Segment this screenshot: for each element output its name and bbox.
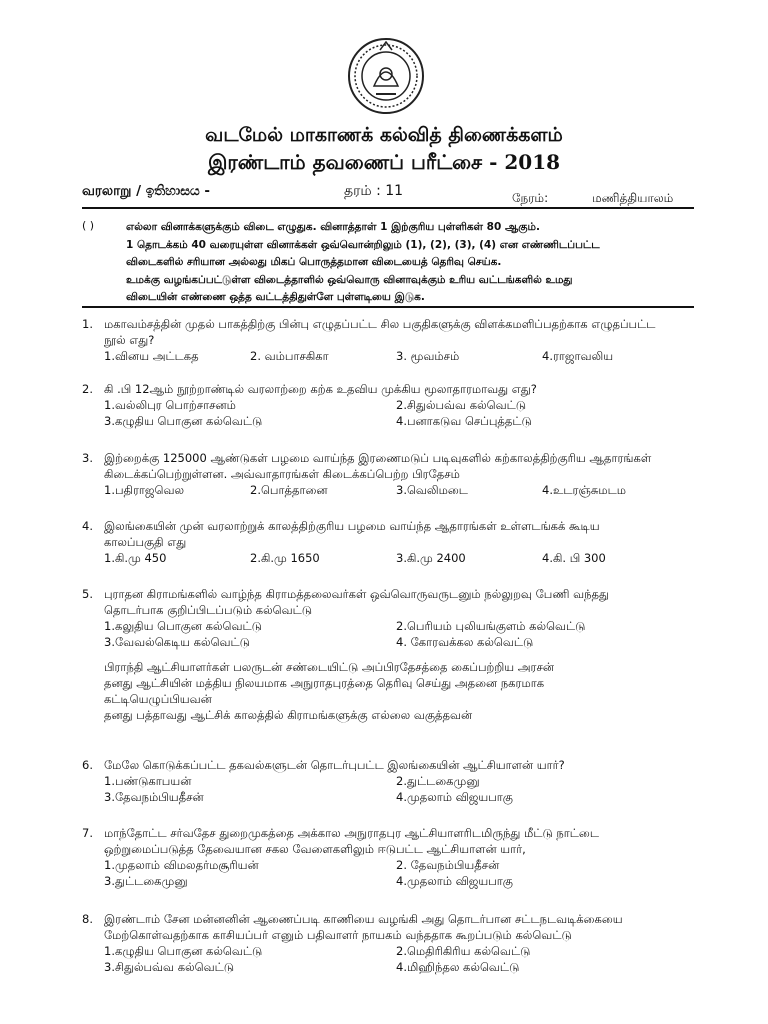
instruction-line: விடைகளில் சரியான அல்லது மிகப் பொருத்தமான விடையைத் தெரிவு செய்க.	[126, 256, 502, 268]
option-1[interactable]: 1.வினய அட்டகத	[104, 349, 199, 363]
option-4[interactable]: 4.மிஹிந்தல கல்வெட்டு	[396, 960, 520, 974]
option-3[interactable]: 3.தேவநம்பியதீசன்	[104, 790, 204, 804]
question-stem: புராதன கிராமங்களில் வாழ்ந்த கிராமத்தலைவர்கள் ஒவ்வொருவருடனும் நல்லுறவு பேணி வந்தது	[104, 587, 609, 601]
option-2[interactable]: 2.பொத்தானை	[250, 483, 328, 497]
department-title: வடமேல் மாகாணக் கல்வித் திணைக்களம்	[205, 124, 563, 146]
option-3[interactable]: 3.துட்டகைமுனு	[104, 874, 188, 888]
option-1[interactable]: 1.முதலாம் விமலதர்மசூரியன்	[104, 858, 259, 872]
option-1[interactable]: 1.கலுதிய பொகுன கல்வெட்டு	[104, 619, 262, 633]
question-number: 3.	[82, 451, 93, 465]
passage-line: பிராந்தி ஆட்சியாளர்கள் பலருடன் சண்டையிட்டு அப்பிரதேசத்தை கைப்பற்றிய அரசன்	[104, 660, 555, 674]
question-number: 4.	[82, 519, 93, 533]
provincial-emblem	[346, 36, 426, 118]
question-stem: கிடைக்கப்பெற்றுள்ளன. அவ்வாதாரங்கள் கிடைக்கப்பெற்ற பிரதேசம்	[104, 467, 460, 481]
question-stem: இரண்டாம் சேன மன்னனின் ஆணைப்படி காணியை வழங்கி அது தொடர்பான சட்டநடவடிக்கையை	[104, 912, 623, 926]
question-number: 2.	[82, 382, 93, 396]
option-3[interactable]: 3.வெலிமடை	[396, 483, 468, 497]
option-4[interactable]: 4.முதலாம் விஜயபாகு	[396, 874, 513, 888]
passage-line: கட்டியெழுப்பியவன்	[104, 692, 212, 706]
option-4[interactable]: 4.ராஜாவலிய	[542, 349, 614, 363]
option-2[interactable]: 2.துட்டகைமுனு	[396, 774, 480, 788]
instruction-line: விடையின் எண்ணை ஒத்த வட்டத்திதுள்ளே புள்ளடியை இடுக.	[126, 291, 425, 303]
question-stem: நூல் எது?	[104, 333, 155, 347]
subject-label: வரலாறு / ඉතිහාසය -	[82, 183, 210, 199]
question-stem: கி .பி 12ஆம் நூற்றாண்டில் வரலாற்றை கற்க உதவிய முக்கிய மூலாதாரமாவது எது?	[104, 382, 537, 396]
question-stem: ஒற்றுமைப்படுத்த தேவையான சகல வேளைகளிலும் ஈடுபட்ட ஆட்சியாளன் யார்,	[104, 842, 526, 856]
option-1[interactable]: 1.கழுதிய பொகுன கல்வெட்டு	[104, 944, 263, 958]
question-stem: மேற்கொள்வதற்காக காசியப்பர் எனும் பதிவாளர் நாயகம் வந்ததாக கூறப்படும் கல்வெட்டு	[104, 928, 572, 942]
info-passage	[104, 659, 704, 723]
question-5	[82, 586, 702, 650]
option-4[interactable]: 4. கோரவக்கல கல்வெட்டு	[396, 635, 534, 649]
question-stem: இலங்கையின் முன் வரலாற்றுக் காலத்திற்குரிய பழமை வாய்ந்த ஆதாரங்கள் உள்ளடங்கக் கூடிய	[104, 519, 600, 533]
option-4[interactable]: 4.உடரஞ்சுமடம	[542, 483, 627, 497]
question-number: 6.	[82, 758, 93, 772]
question-7	[82, 825, 702, 889]
option-3[interactable]: 3.வேவல்கெடிய கல்வெட்டு	[104, 635, 250, 649]
grade-label: தரம் : 11	[344, 183, 404, 199]
option-3[interactable]: 3. மூவம்சம்	[396, 349, 460, 363]
question-stem: மாந்தோட்ட சர்வதேச துறைமுகத்தை அக்கால அநுராதபுர ஆட்சியாளரிடமிருந்து மீட்டு நாட்டை	[104, 826, 599, 840]
question-2	[82, 381, 702, 429]
question-stem: தொடர்பாக குறிப்பிடப்படும் கல்வெட்டு	[104, 603, 312, 617]
question-1	[82, 316, 702, 364]
question-8	[82, 911, 702, 975]
option-2[interactable]: 2.மெதிரிகிரிய கல்வெட்டு	[396, 944, 531, 958]
option-4[interactable]: 4.பனாகடுவ செப்புத்தட்டு	[396, 414, 532, 428]
option-2[interactable]: 2.பெரியம் புலியங்குளம் கல்வெட்டு	[396, 619, 586, 633]
option-3[interactable]: 3.கழுதிய பொகுன கல்வெட்டு	[104, 414, 263, 428]
time-value: மணித்தியாலம்	[592, 191, 674, 205]
option-3[interactable]: 3.சிதுல்பவ்வ கல்வெட்டு	[104, 960, 234, 974]
question-stem: மகாவம்சத்தின் முதல் பாகத்திற்கு பின்பு எழுதப்பட்ட சில பகுதிகளுக்கு விளக்கமளிப்பதற்காக எழுதப்பட்ட	[104, 317, 656, 331]
question-stem: இற்றைக்கு 125000 ஆண்டுகள் பழமை வாய்ந்த இரணைமடுப் படிவுகளில் கற்காலத்திற்குரிய ஆதாரங்கள்	[104, 451, 652, 465]
option-2[interactable]: 2.கி.மு 1650	[250, 551, 320, 565]
time-label: நேரம்:	[512, 191, 549, 205]
option-1[interactable]: 1.கி.மு 450	[104, 551, 167, 565]
option-1[interactable]: 1.பண்டுகாபயன்	[104, 774, 192, 788]
instruction-line: 1 தொடக்கம் 40 வரையுள்ள வினாக்கள் ஒவ்வொன்றிலும் (1), (2), (3), (4) என எண்ணிடப்பட்ட	[126, 238, 600, 251]
question-number: 5.	[82, 587, 93, 601]
instruction-line: உமக்கு வழங்கப்பட்டுள்ள விடைத்தாளில் ஒவ்வொரு வினாவுக்கும் உரிய வட்டங்களில் உமது	[126, 273, 573, 286]
option-2[interactable]: 2. வம்பாசகிகா	[250, 349, 329, 363]
exam-title: இரண்டாம் தவணைப் பரீட்சை - 2018	[207, 150, 561, 174]
option-4[interactable]: 4.முதலாம் விஜயபாகு	[396, 790, 513, 804]
question-stem: மேலே கொடுக்கப்பட்ட தகவல்களுடன் தொடர்புபட்ட இலங்கையின் ஆட்சியாளன் யார்?	[104, 758, 565, 772]
question-number: 7.	[82, 826, 93, 840]
instruction-rule	[82, 306, 694, 308]
question-number: 8.	[82, 912, 93, 926]
answer-paren: ( )	[82, 219, 95, 232]
instructions	[126, 219, 686, 307]
question-4	[82, 518, 702, 566]
passage-line: தனது பத்தாவது ஆட்சிக் காலத்தில் கிராமங்களுக்கு எல்லை வகுத்தவன்	[104, 708, 473, 722]
option-1[interactable]: 1.பதிராஜவெல	[104, 483, 184, 497]
option-1[interactable]: 1.வல்லிபுர பொற்சாசனம்	[104, 398, 236, 412]
question-number: 1.	[82, 317, 93, 331]
instruction-line: எல்லா வினாக்களுக்கும் விடை எழுதுக. வினாத்தாள் 1 இற்குரிய புள்ளிகள் 80 ஆகும்.	[126, 221, 540, 233]
option-2[interactable]: 2. தேவநம்பியதீசன்	[396, 858, 500, 872]
option-4[interactable]: 4.கி. பி 300	[542, 551, 606, 565]
question-3	[82, 450, 702, 498]
passage-line: தனது ஆட்சியின் மத்திய நிலயமாக அநுராதபுரத்தை தெரிவு செய்து அதனை நகரமாக	[104, 676, 545, 690]
option-3[interactable]: 3.கி.மு 2400	[396, 551, 466, 565]
header-rule	[82, 207, 694, 209]
question-stem: காலப்பகுதி எது	[104, 535, 187, 549]
question-6	[82, 757, 702, 805]
option-2[interactable]: 2.சிதுல்பவ்வ கல்வெட்டு	[396, 398, 526, 412]
